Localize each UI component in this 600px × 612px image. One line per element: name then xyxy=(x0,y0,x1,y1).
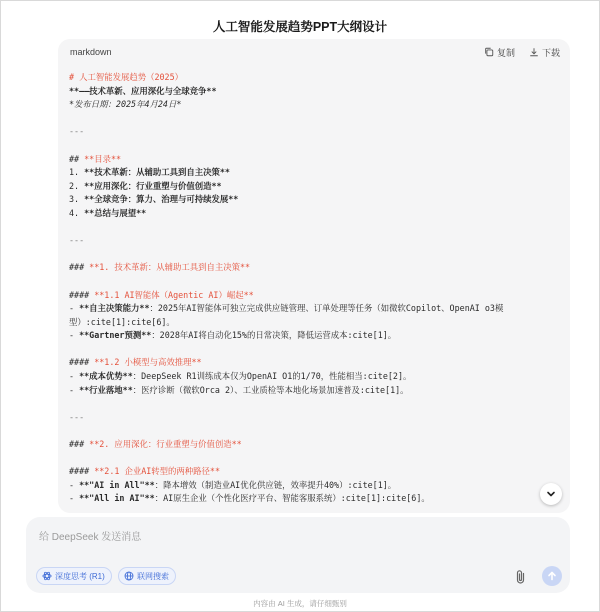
code-line xyxy=(69,275,570,289)
code-line xyxy=(69,479,570,493)
code-line xyxy=(69,85,570,99)
code-token: --- xyxy=(69,235,85,246)
code-block xyxy=(58,39,570,513)
code-line xyxy=(69,370,570,384)
code-token: **应用深化：行业重塑与价值创造** xyxy=(84,180,222,191)
code-line xyxy=(69,207,570,221)
globe-icon xyxy=(124,571,134,581)
download-icon xyxy=(529,47,539,57)
code-token: 型）:cite[1]:cite[6]。 xyxy=(69,316,175,327)
chevron-down-icon xyxy=(546,489,556,499)
code-token: **自主决策能力** xyxy=(79,303,150,314)
code-token: ### xyxy=(69,439,90,450)
code-line xyxy=(69,384,570,398)
web-search-toggle[interactable] xyxy=(118,567,176,585)
code-line xyxy=(69,492,570,506)
copy-label: 复制 xyxy=(496,47,515,58)
code-token: **Gartner预测** xyxy=(79,330,152,341)
scroll-to-bottom-button[interactable] xyxy=(540,483,562,505)
code-token: --- xyxy=(69,411,85,422)
code-token: ### xyxy=(69,262,90,273)
code-token: **全球竞争：算力、治理与可持续发展** xyxy=(84,194,239,205)
code-token: ：AI原生企业（个性化医疗平台、智能客服系统）:cite[1]:cite[6]。 xyxy=(154,493,430,504)
code-line xyxy=(69,180,570,194)
code-token: **"AI in All"** xyxy=(79,479,155,490)
code-line xyxy=(69,356,570,370)
code-line xyxy=(69,302,570,316)
code-line xyxy=(69,397,570,411)
code-token: - xyxy=(69,330,80,341)
code-block-header xyxy=(58,39,570,65)
message-composer xyxy=(26,517,570,593)
code-line xyxy=(69,234,570,248)
download-button[interactable] xyxy=(529,46,560,59)
code-content xyxy=(58,65,570,506)
code-line xyxy=(69,125,570,139)
code-token: **——技术革新、应用深化与全球竞争** xyxy=(69,85,217,96)
code-token: - xyxy=(69,303,80,314)
code-line xyxy=(69,329,570,343)
copy-icon xyxy=(484,47,494,57)
code-line xyxy=(69,289,570,303)
code-token: **1. 技术革新：从辅助工具到自主决策** xyxy=(89,262,251,273)
copy-button[interactable] xyxy=(484,46,515,59)
code-token: **总结与展望** xyxy=(84,207,147,218)
code-token: **行业落地** xyxy=(79,384,133,395)
code-token: 2. xyxy=(69,180,85,191)
code-token: ：2025年AI智能体可独立完成供应链管理、订单处理等任务（如微软Copilot、OpenAI o3模 xyxy=(149,303,504,314)
code-token: # 人工智能发展趋势（2025） xyxy=(69,72,184,82)
code-line xyxy=(69,139,570,153)
message-input[interactable] xyxy=(37,527,521,547)
code-line xyxy=(69,343,570,357)
code-token: **1.1 AI智能体（Agentic AI）崛起** xyxy=(94,289,254,300)
code-token: **技术革新：从辅助工具到自主决策** xyxy=(84,167,230,178)
paperclip-icon[interactable] xyxy=(514,569,528,585)
code-token: **目录** xyxy=(84,153,122,164)
code-token: **2.1 企业AI转型的两种路径** xyxy=(94,466,221,477)
code-token: - xyxy=(69,493,80,504)
web-search-label: 联网搜索 xyxy=(137,571,169,581)
code-line xyxy=(69,452,570,466)
code-line xyxy=(69,248,570,262)
code-token: ：DeepSeek R1训练成本仅为OpenAI O1的1/70，性能相当:cite[2]。 xyxy=(132,371,412,382)
send-button[interactable] xyxy=(542,566,562,586)
code-token: - xyxy=(69,479,80,490)
code-line xyxy=(69,316,570,330)
code-token: ## xyxy=(69,153,85,164)
code-line xyxy=(69,193,570,207)
code-token: **成本优势** xyxy=(79,371,133,382)
code-token: 4. xyxy=(69,207,85,218)
code-line xyxy=(69,98,570,112)
code-token: - xyxy=(69,371,80,382)
code-line xyxy=(69,221,570,235)
deep-think-label: 深度思考 (R1) xyxy=(55,571,105,581)
page-title: 人工智能发展趋势PPT大纲设计 xyxy=(212,20,388,34)
code-line xyxy=(69,411,570,425)
code-token: ：2028年AI将自动化15%的日常决策，降低运营成本:cite[1]。 xyxy=(151,330,397,341)
code-token: - xyxy=(69,384,80,395)
code-token: **"All in AI"** xyxy=(79,493,155,504)
send-arrow-icon xyxy=(547,571,557,581)
code-line xyxy=(69,261,570,275)
code-actions xyxy=(484,46,560,59)
code-line xyxy=(69,153,570,167)
code-language-label: markdown xyxy=(70,47,112,57)
deep-think-icon xyxy=(42,571,52,581)
code-token: ：医疗诊断（微软Orca 2）、工业质检等本地化场景加速普及:cite[1]。 xyxy=(132,384,409,395)
code-line xyxy=(69,71,570,85)
code-token: #### xyxy=(69,357,95,368)
code-token: ：降本增效（制造业AI优化供应链，效率提升40%）:cite[1]。 xyxy=(154,479,397,490)
code-line xyxy=(69,166,570,180)
code-token: *发布日期：2025年4月24日* xyxy=(69,99,182,110)
code-token: 1. xyxy=(69,167,85,178)
deep-think-toggle[interactable] xyxy=(36,567,112,585)
code-token: **1.2 小模型与高效推理** xyxy=(94,357,202,368)
code-line xyxy=(69,438,570,452)
code-line xyxy=(69,112,570,126)
ai-disclaimer: 内容由 AI 生成，请仔细甄别 xyxy=(253,599,347,608)
download-label: 下载 xyxy=(541,47,560,58)
code-line xyxy=(69,424,570,438)
code-token: --- xyxy=(69,126,85,137)
code-token: 3. xyxy=(69,194,85,205)
code-token: **2. 应用深化：行业重塑与价值创造** xyxy=(89,439,242,450)
code-line xyxy=(69,465,570,479)
code-token: #### xyxy=(69,466,95,477)
code-token: #### xyxy=(69,289,95,300)
